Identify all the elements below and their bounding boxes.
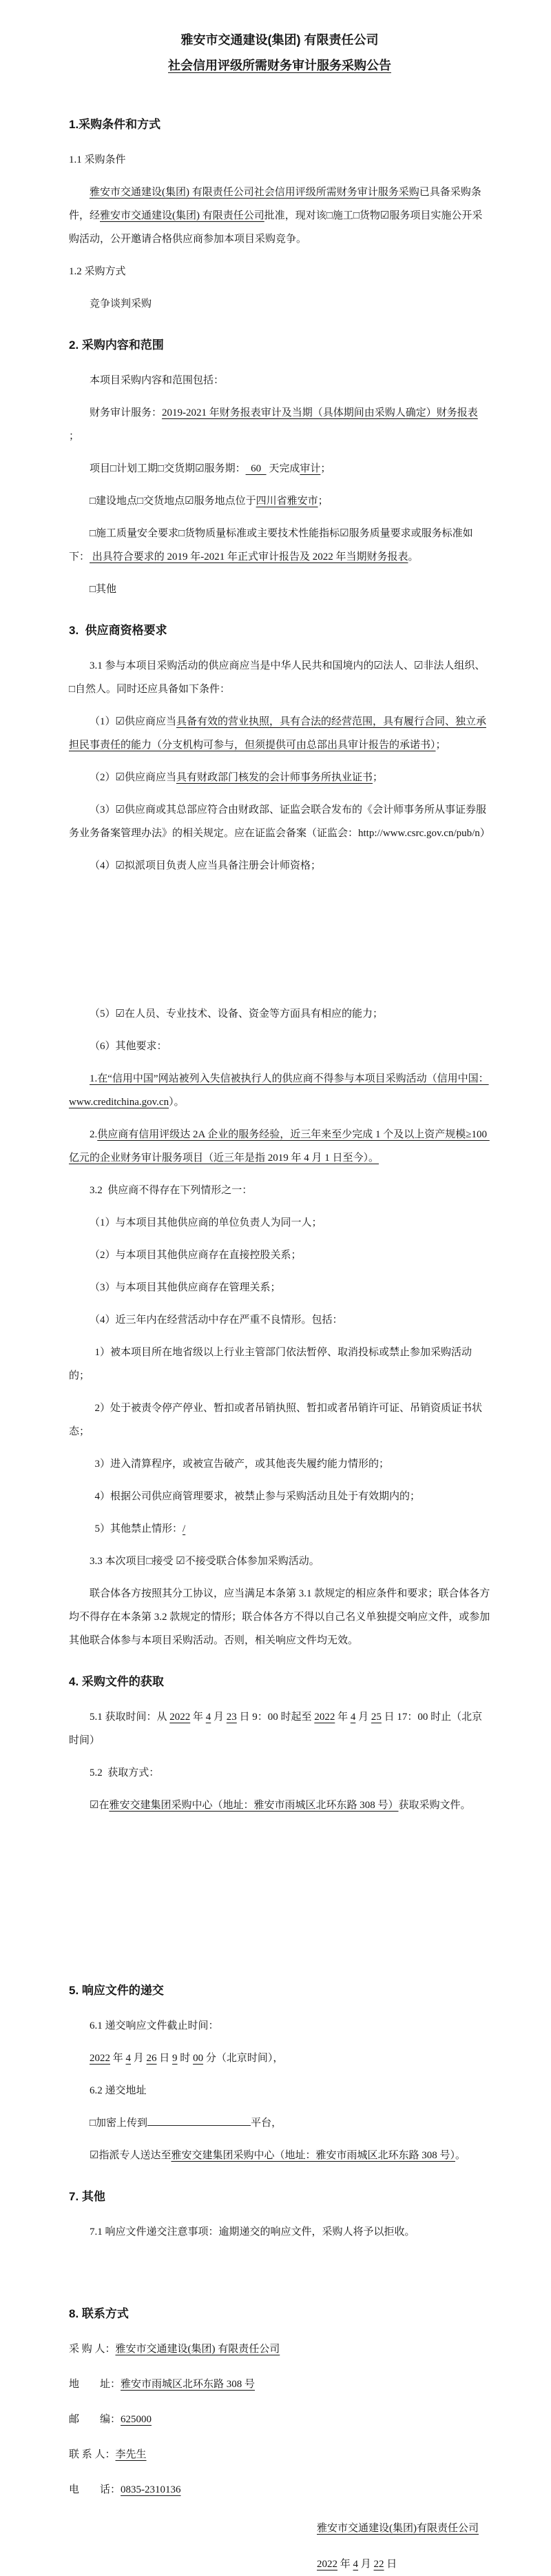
text-run: 2. [90, 1129, 98, 1140]
para-upload-option [69, 2111, 490, 2135]
contact-value: 625000 [121, 2414, 152, 2425]
qualification-item-2 [69, 766, 490, 789]
text-run: 获取采购文件。 [398, 1800, 471, 1811]
document-title [69, 28, 490, 79]
qualification-item-6: （6）其他要求： [90, 1041, 167, 1052]
qualification-item-1 [69, 710, 490, 757]
text-run: 审计 [300, 463, 321, 474]
contact-row-phone [69, 2478, 490, 2502]
fill-value-standard: 出具符合要求的 2019 年-2021 年正式审计报告及 2022 年当期财务报表 [90, 551, 408, 562]
text-run: 雅安市交通建设(集团) 有限责任公司 [100, 210, 264, 221]
text-run: ； [435, 740, 446, 751]
contact-label: 电 话： [69, 2484, 121, 2495]
text-run: 5.1 获取时间：从 [90, 1712, 170, 1723]
text-run: 财务审计服务： [90, 407, 163, 418]
text-run: 日 9：00 时起至 [236, 1712, 315, 1723]
text-run: 供应商有信用评级达 2A 企业的服务经验，近三年来至少完成 1 个及以上资产规模≥100 亿元的企业财务审计服务项目（近三年是指 2019 年 4 月 1 日至今）。 [69, 1129, 490, 1164]
para-scope-intro: 本项目采购内容和范围包括： [90, 375, 225, 386]
text-run: 。 [455, 2150, 466, 2161]
text-run: 日 [156, 2053, 173, 2064]
section-3-heading: 3. 供应商资格要求 [69, 624, 167, 637]
text-run: 平台， [251, 2118, 282, 2129]
text-run: 年 [337, 2559, 353, 2570]
bad-record-item-2: 2）处于被责令停产停业、暂扣或者吊销执照、暂扣或者吊销许可证、吊销资质证书状态； [69, 1403, 483, 1437]
text-run: 分（北京时间）， [203, 2053, 284, 2064]
fill-value-year: 2022 [314, 1712, 335, 1723]
fill-value-month: 4 [353, 2559, 359, 2570]
text-run: 月 [211, 1712, 227, 1723]
para-procurement-method: 竞争谈判采购 [90, 298, 152, 310]
text-run: ☑在 [90, 1800, 110, 1811]
title-line-1: 雅安市交通建设(集团) 有限责任公司 [180, 33, 379, 47]
section-2-heading: 2. 采购内容和范围 [69, 338, 164, 352]
bad-record-item-4: 4）根据公司供应商管理要求，被禁止参与采购活动且处于有效期内的； [94, 1491, 421, 1502]
bad-record-item-3: 3）进入清算程序，或被宣告破产，或其他丧失履约能力情形的； [94, 1459, 390, 1470]
text-run: 1.在“信用中国”网站被列入失信被执行人的供应商不得参与本项目采购活动（信用中国：www.creditchina.gov.cn [69, 1073, 489, 1108]
fill-value-day: 26 [146, 2053, 157, 2064]
clause-6-2-label: 6.2 递交地址 [90, 2085, 147, 2096]
fill-value-days: 60 [245, 463, 267, 474]
para-other-checkbox: □其他 [90, 584, 117, 595]
contact-label: 采 购 人： [69, 2344, 116, 2355]
signature-date [317, 2553, 490, 2576]
fill-value-month: 4 [125, 2053, 132, 2064]
text-run: 天完成 [266, 463, 300, 474]
contact-value: 雅安市雨城区北环东路 308 号 [121, 2379, 256, 2390]
text-run: 2019-2021 年财务报表审计及当期（具体期间由采购人确定）财务报表 [162, 407, 478, 418]
contact-value: 李先生 [115, 2449, 147, 2460]
prohibited-item-3: （3）与本项目其他供应商存在管理关系； [90, 1282, 281, 1293]
fill-value-day: 25 [371, 1712, 382, 1723]
fill-value-year: 2022 [169, 1712, 191, 1723]
clause-3-3: 3.3 本次项目□接受 ☑不接受联合体参加采购活动。 [90, 1556, 320, 1567]
text-run: 日 [384, 2559, 397, 2570]
bad-record-item-1: 1）被本项目所在地省级以上行业主管部门依法暂停、取消投标或禁止参加采购活动的； [69, 1347, 472, 1381]
contact-row-address [69, 2373, 490, 2396]
text-run: 月 [355, 1712, 371, 1723]
clause-7-1: 7.1 响应文件递交注意事项：逾期递交的响应文件，采购人将予以拒收。 [90, 2227, 415, 2238]
text-run: 已具备采购条件，经 [69, 187, 481, 221]
title-line-2: 社会信用评级所需财务审计服务采购公告 [168, 59, 391, 72]
para-quality-standard [69, 522, 490, 569]
contact-label: 邮 编： [69, 2414, 121, 2425]
text-run: □施工质量安全要求□货物质量标准或主要技术性能指标☑服务质量要求或服务标准如下： [69, 528, 473, 562]
fill-value-day: 22 [373, 2559, 384, 2570]
para-consortium-rules: 联合体各方按照其分工协议，应当满足本条第 3.1 款规定的相应条件和要求；联合体各方均不得存在本条第 3.2 款规定的情形；联合体各方不得以自己名义单独提交响应文件，或参加其他联合体参与本项目采购活动。否则，相关响应文件均无效。 [69, 1588, 490, 1646]
text-run: ☑指派专人送达至 [90, 2150, 171, 2161]
fill-value-location: 四川省雅安市 [256, 496, 318, 507]
contact-label: 联 系 人： [69, 2449, 116, 2460]
page-break-gap [69, 1826, 490, 1961]
fill-value-hour: 9 [172, 2053, 178, 2064]
clause-6-1-label: 6.1 递交响应文件截止时间： [90, 2020, 219, 2031]
para-deadline [69, 2047, 490, 2070]
page-break-gap [69, 886, 490, 1002]
fill-value-year: 2022 [317, 2559, 337, 2570]
text-run: 批准，现对该□施工□货物☑服务项目实施公开采购活动，公开邀请合格供应商参加本项目采购竞争。 [69, 210, 483, 245]
contact-row-person [69, 2443, 490, 2466]
section-4-heading: 4. 采购文件的获取 [69, 1675, 164, 1688]
text-run: □加密上传到 [90, 2118, 148, 2129]
text-run: 时 [177, 2053, 194, 2064]
section-8-heading: 8. 联系方式 [69, 2307, 129, 2320]
prohibited-item-1: （1）与本项目其他供应商的单位负责人为同一人； [90, 1217, 322, 1228]
bad-record-item-5 [69, 1517, 490, 1541]
text-run: 项目□计划工期□交货期☑服务期： [90, 463, 246, 474]
text-run: 日 17：00 时止（北京时间） [69, 1712, 483, 1746]
clause-1-2-label: 1.2 采购方式 [69, 266, 126, 277]
text-run: 具有财政部门核发的会计师事务所执业证书 [176, 772, 373, 783]
qualification-item-3: （3）☑供应商或其总部应符合由财政部、证监会联合发布的《会计师事务所从事证券服务业务备案管理办法》的相关规定。应在证监会备案（证监会：http://www.csrc.gov.cn/pub/n） [69, 804, 490, 839]
fill-value-slash: / [183, 1523, 186, 1534]
text-run: 雅安市交通建设(集团) 有限责任公司社会信用评级所需财务审计服务采购 [90, 187, 419, 198]
fill-value-month: 4 [350, 1712, 356, 1723]
other-requirement-2 [69, 1123, 490, 1170]
other-requirement-1 [69, 1067, 490, 1114]
text-run: ； [372, 772, 383, 783]
signature-block [317, 2517, 490, 2576]
para-deliver-option [69, 2144, 490, 2167]
clause-3-1: 3.1 参与本项目采购活动的供应商应当是中华人民共和国境内的☑法人、☑非法人组织、□自然人。同时还应具备如下条件： [69, 660, 486, 695]
fill-value-month: 4 [205, 1712, 211, 1723]
prohibited-item-2: （2）与本项目其他供应商存在直接控股关系； [90, 1250, 302, 1261]
prohibited-item-4: （4）近三年内在经营活动中存在严重不良情形。包括： [90, 1315, 343, 1326]
text-run: （1）☑供应商应当 [90, 716, 176, 727]
para-service-period [69, 457, 490, 480]
fill-value-year: 2022 [90, 2053, 110, 2064]
qualification-item-5: （5）☑在人员、专业技术、设备、资金等方面具有相应的能力； [90, 1008, 383, 1020]
text-run: ； [318, 496, 329, 507]
contact-row-postcode [69, 2408, 490, 2431]
para-procurement-conditions [69, 181, 490, 251]
clause-1-1-label: 1.1 采购条件 [69, 154, 126, 165]
text-run: 年 [110, 2053, 126, 2064]
para-audit-service [69, 401, 490, 448]
fill-blank-platform [147, 2114, 251, 2126]
fill-value-center: 雅安交建集团采购中心（地址：雅安市雨城区北环东路 308 号） [171, 2150, 455, 2161]
para-obtain-method [69, 1794, 490, 1817]
contact-value: 0835-2310136 [121, 2484, 181, 2495]
section-7-heading: 7. 其他 [69, 2190, 105, 2203]
clause-3-2: 3.2 供应商不得存在下列情形之一： [90, 1185, 253, 1196]
clause-5-1-obtain-time [69, 1705, 490, 1752]
para-service-location [69, 489, 490, 513]
clause-5-2-label: 5.2 获取方式： [90, 1767, 160, 1778]
text-run: 月 [358, 2559, 374, 2570]
text-run: ）。 [169, 1097, 185, 1108]
section-gap [69, 2253, 490, 2284]
fill-value-center: 雅安交建集团采购中心（地址：雅安市雨城区北环东路 308 号） [109, 1800, 399, 1811]
section-5-heading: 5. 响应文件的递交 [69, 1984, 164, 1997]
text-run: 具备有效的营业执照，具有合法的经营范围，具有履行合同、独立承担民事责任的能力（分支机构可参与，但须提供可由总部出具审计报告的承诺书） [69, 716, 486, 751]
section-1-heading: 1.采购条件和方式 [69, 118, 161, 131]
text-run: （2）☑供应商应当 [90, 772, 176, 783]
text-run: 年 [190, 1712, 206, 1723]
signature-company: 雅安市交通建设(集团)有限责任公司 [317, 2523, 479, 2534]
contact-label: 地 址： [69, 2379, 121, 2390]
contact-row-purchaser [69, 2337, 490, 2361]
text-run: 5）其他禁止情形： [94, 1523, 183, 1534]
text-run: 月 [131, 2053, 147, 2064]
fill-value-day: 23 [226, 1712, 237, 1723]
text-run: 。 [408, 551, 419, 562]
text-run: □建设地点□交货地点☑服务地点位于 [90, 496, 256, 507]
contact-block [69, 2337, 490, 2502]
text-run: 年 [335, 1712, 351, 1723]
text-run: ； [320, 463, 331, 474]
qualification-item-4: （4）☑拟派项目负责人应当具备注册会计师资格； [90, 860, 321, 871]
fill-value-minute: 00 [193, 2053, 204, 2064]
contact-value: 雅安市交通建设(集团) 有限责任公司 [115, 2344, 280, 2355]
text-run: ； [69, 407, 481, 442]
